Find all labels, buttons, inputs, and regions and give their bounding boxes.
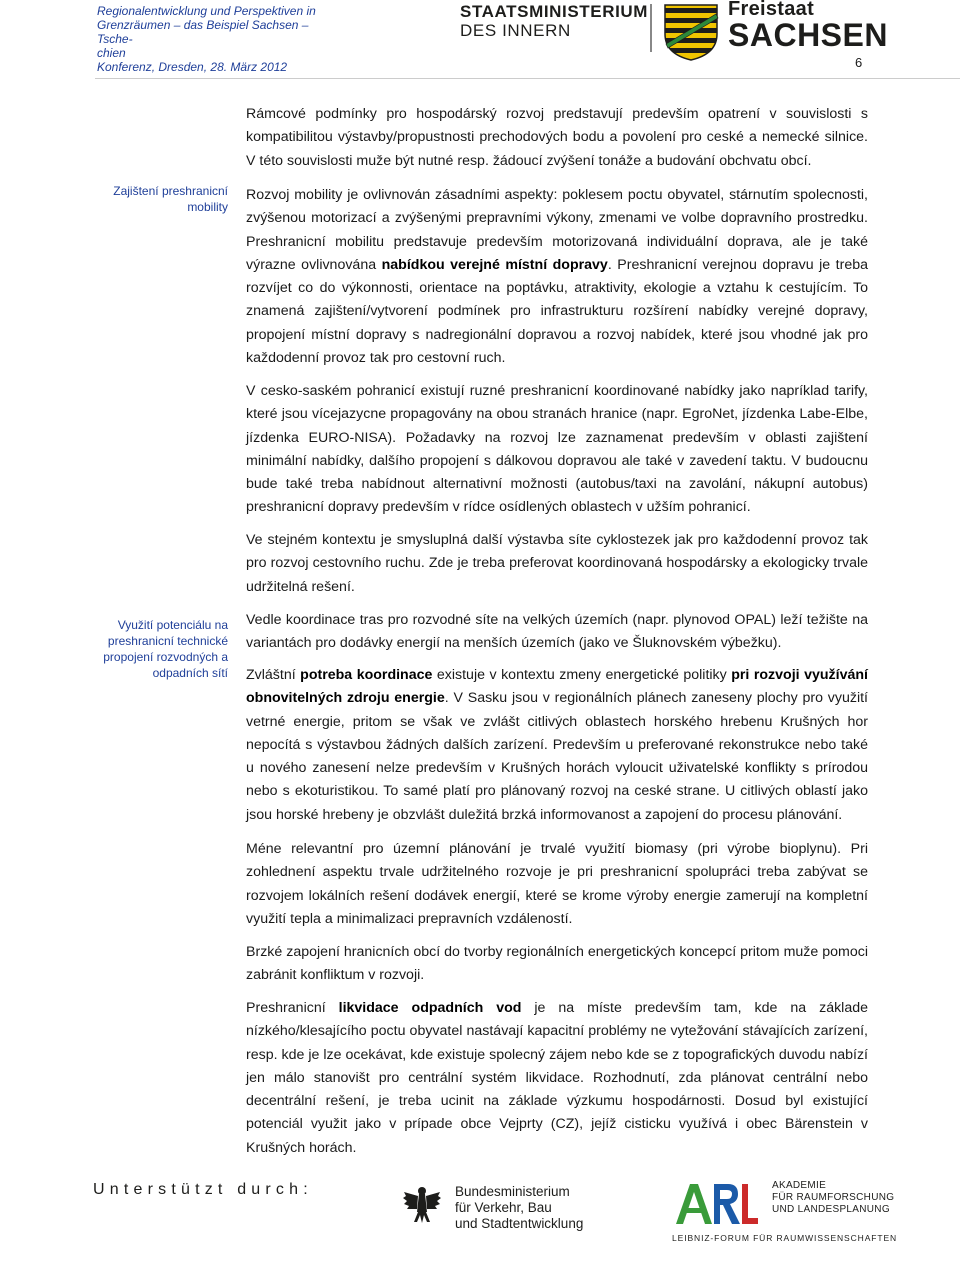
bmvbs-line: Bundesministerium — [455, 1184, 570, 1199]
paragraph-text: Méne relevantní pro územní plánování je trvalé využití biomasy (pri výrobe bioplynu). Pri zohlednení aspektu trvale udržitelného rozvoje je pri preshranicní spolupráci treba zabývat se rozvojem lokálních rešení dodávek energií, které se krome výroby energie zamerují na kompletní využití tepla a minimalizaci prepravních vzdáleností. — [246, 841, 868, 927]
paragraph-text: Brzké zapojení hranicních obcí do tvorby regionálních energetických koncepcí pritom muže pomoci zabránit konfliktum v rozvoji. — [246, 944, 868, 984]
sidebar-heading-networks — [60, 617, 228, 681]
text-run: Zvláštní — [246, 667, 296, 683]
sidebar-heading-line: preshranicní technické — [107, 634, 228, 648]
academy-line: AKADEMIE — [772, 1180, 827, 1191]
emphasis-run: pri rozvoji využívání obnovitelných zdroju energie — [246, 667, 868, 707]
bmvbs-logo — [455, 1184, 583, 1232]
paragraph-text — [246, 184, 868, 370]
paragraph-text: Ve stejném kontextu je smysluplná další výstavba síte cyklostezek jak pro každodenní provoz tak pro rozvoj cestovního ruchu. Zde je treba preferovat koordinovaná hospodársky a ekologicky trvale udržitelná rešení. — [246, 532, 868, 595]
paragraph — [246, 380, 868, 520]
sidebar-heading-line: Zajištení preshranicní — [113, 184, 228, 198]
sidebar-heading-line: mobility — [187, 200, 228, 214]
federal-eagle-icon — [402, 1182, 442, 1226]
paragraph — [246, 609, 868, 656]
paragraph — [246, 941, 868, 988]
conference-line: chien — [97, 46, 126, 60]
conference-info — [97, 4, 337, 74]
bmvbs-line: und Stadtentwicklung — [455, 1216, 584, 1231]
header-rule — [95, 78, 960, 79]
ministry-logo — [460, 2, 648, 40]
logo-divider — [650, 4, 652, 52]
supported-by-label: Unterstützt durch: — [93, 1181, 313, 1198]
ministry-line-1: STAATSMINISTERIUM — [460, 2, 649, 21]
paragraph-text: Rámcové podmínky pro hospodárský rozvoj predstavují predevším opatrení v souvislosti s kompatibilitou výstavby/propustnosti prechodových bodu a povolení pro ceské a nemecké silnice. V této souvislosti muže být nutné resp. žádoucí zvýšení tonáže a budování obchvatu obcí. — [246, 106, 868, 169]
bmvbs-line: für Verkehr, Bau — [455, 1200, 552, 1215]
text-run: je na míste predevším tam, kde na základe nízkého/klesajícího poctu obyvatel nastávají kapacitní problémy ne vytežování stávajících zarízení, resp. kde je lze ocekávat, kde existuje spolecný zájem nebo kde se z topografických duvodu nabízí jen málo stanovišt pro centrální systém likvidace. Rozhodnutí, zda plánovat centrální nebo decentrální rešení, je treba ucinit na základe výzkumu hospodárnosti. Dosud byl existující potenciál využit jako v prípade obce Vejprty (CZ), jejíž cisticku využívá i obec Bärenstein v Krušných horách. — [246, 1000, 868, 1156]
leibniz-forum-text: LEIBNIZ-FORUM FÜR RAUMWISSENSCHAFTEN — [672, 1233, 898, 1243]
text-run: existuje v kontextu zmeny energetické politiky — [436, 667, 727, 683]
emphasis-run: potreba koordinace — [300, 667, 433, 683]
paragraph-text — [246, 664, 868, 827]
paragraph-text: V cesko-saském pohranicí existují ruzné preshranicní koordinované nabídky jako napríklad tarify, které jsou vícejazycne propagovány na obou stranách hranice (napr. EgroNet, jízdenka Labe-Elbe, jízdenka EURO-NISA). Požadavky na rozvoj lze zaznamenat predevším v oblasti zajištení minimální nabídky, dalšího propojení s dálkovou dopravou ale také v zavedení taktu. V budoucnu bude také treba nabídnout alternativní možnosti (autobus/taxi na zavolání, nákupní autobus) preshranicní dopravy predevším v rídce osídlených oblastech v užším pohranicí. — [246, 383, 868, 516]
arl-logo-icon — [672, 1178, 760, 1228]
text-run: Rozvoj mobility je ovlivnován zásadními aspekty: poklesem poctu obyvatel, stárnutím spolecnosti, zvýšenou motorizací a zvýšenými prepravními výkony, zmenami ve volbe dopravního prostredku. Preshranicní mobilitu predstavuje predevším motorizovaná individuální doprava, ale je také výrazne ovlivnována — [246, 187, 868, 273]
sidebar-heading-line: odpadních sítí — [152, 666, 228, 680]
conference-line: Regionalentwicklung und Perspektiven in — [97, 4, 316, 18]
sidebar-heading-line: propojení rozvodných a — [103, 650, 228, 664]
conference-line: Konferenz, Dresden, 28. März 2012 — [97, 60, 288, 74]
paragraph — [246, 997, 868, 1160]
ministry-line-2: DES INNERN — [460, 21, 571, 40]
paragraph — [246, 664, 868, 827]
sidebar-heading-line: Využití potenciálu na — [117, 618, 228, 632]
emphasis-run: likvidace odpadních vod — [338, 1000, 522, 1016]
text-run: . Preshranicní verejnou dopravu je treba rozvíjet co do výkonnosti, orientace na poptávku, atraktivity, ekologie a vztahu k cestujícím. To znamená zajištení/vytvorení podmínek pro infrastrukturu rozšírení nabídky verejné dopravy, propojení místní dopravy s nadregionální dopravou a rozvoj nabídek, které jsou vhodné jak pro každodenní provoz tak pro cestovní ruch. — [246, 256, 868, 367]
academy-line: FÜR RAUMFORSCHUNG — [772, 1192, 895, 1203]
paragraph — [246, 184, 868, 370]
paragraph-text: Vedle koordinace tras pro rozvodné síte na velkých územích (napr. plynovod OPAL) leží težište na variantách pro dodávky energií na menších územích (jako ve Šluknovském výbežku). — [246, 612, 868, 652]
emphasis-run: nabídkou verejné místní dopravy — [381, 256, 608, 273]
sachsen-line: SACHSEN — [728, 17, 888, 53]
sidebar-heading-mobility — [60, 183, 228, 215]
freistaat-sachsen-logo — [728, 0, 888, 51]
paragraph — [246, 838, 868, 931]
paragraph-text — [246, 997, 868, 1160]
arl-academy-text — [772, 1180, 894, 1216]
paragraph — [246, 529, 868, 599]
page-number: 6 — [855, 55, 863, 70]
saxony-coat-of-arms-icon — [662, 2, 720, 62]
conference-line: Grenzräumen – das Beispiel Sachsen – Tsche- — [97, 18, 309, 46]
text-run: Preshranicní — [246, 1000, 326, 1016]
academy-line: UND LANDESPLANUNG — [772, 1204, 890, 1215]
freistaat-line: Freistaat — [728, 0, 815, 20]
paragraph — [246, 103, 868, 173]
text-run: . V Sasku jsou v regionálních plánech zaneseny plochy pro využití vetrné energie, pritom se však ve zvlášt citlivých oblastech horského hrebenu Krušných hor nepocítá s výstavbou žádných dalších zarízení. Predevším u preferované rekonstrukce nebo také u nového zanesení nelze predevším v Krušných horách vyloucit uživatelské konflikty s prírodou nebo s ekoturistikou. To samé platí pro plánovaný rozvoj na ceské strane. U citlivých oblastí jako jsou horské hrebeny je obzvlášt duležitá brzká informovanost a zapojení do procesu plánování. — [246, 690, 869, 823]
